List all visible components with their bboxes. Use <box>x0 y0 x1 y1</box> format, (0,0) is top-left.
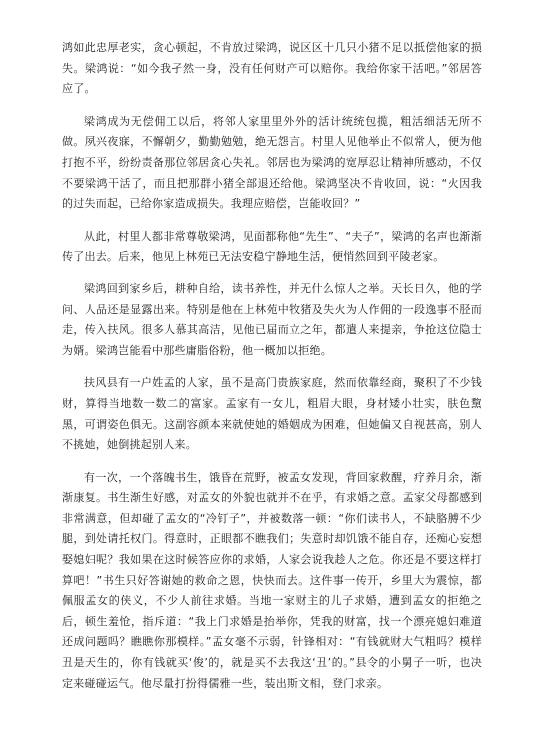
paragraph-unpaid-labor: 梁鸿成为无偿佣工以后，将邻人家里里外外的活计统统包揽，粗活细活无所不做。夙兴夜寐，不懈朝夕，勤勤勉勉，绝无怨言。村里人见他举止不似常人，便为他打抱不平，纷纷责备那位邻居贪心失礼。邻居也为梁鸿的宽厚忍让精神所感动，不仅不要梁鸿干活了，而且把那群小猪全部退还给他。梁鸿坚决不肯收回，说：“火因我的过失而起，已给你家造成损失。我理应赔偿，岂能收回？” <box>62 114 482 211</box>
paragraph-meng-family: 扶风县有一户姓孟的人家，虽不是高门贵族家庭，然而依靠经商，聚积了不少钱财，算得当地数一数二的富家。孟家有一女儿，粗眉大眼，身材矮小壮实，肤色黧黑，可谓姿色俱无。这副容颜本来就使她的婚姻成为困难，但她偏又自视甚高，别人不挑她，她倒挑起别人来。 <box>62 376 482 452</box>
paragraph-continuation: 鸿如此忠厚老实，贪心顿起，不肯放过梁鸿，说区区十几只小猪不足以抵偿他家的损失。梁鸿说：“如今我孑然一身，没有任何财产可以赔你。我给你家干活吧。”邻居答应了。 <box>62 41 482 96</box>
paragraph-respect: 从此，村里人都非常尊敬梁鸿，见面都称他“先生”、“夫子”，梁鸿的名声也渐渐传了出去。后来，他见上林苑已无法安稳宁静地生活，便悄然回到平陵老家。 <box>62 229 482 264</box>
paragraph-return-home: 梁鸿回到家乡后，耕种自给，读书养性，并无什么惊人之举。天长日久，他的学问、人品还是显露出来。特别是他在上林苑中牧猪及失火为人作佣的一段逸事不胫而走，传入扶风。很多人慕其高洁，见他已届而立之年，都遣人来提亲，争抢这位隐士为婿。梁鸿岂能看中那些庸脂俗粉，他一概加以拒绝。 <box>62 281 482 357</box>
paragraph-suitors: 有一次，一个落魄书生，饿昏在荒野，被孟女发现，背回家救醒，疗养月余，渐渐康复。书生渐生好感，对孟女的外貌也就并不在乎，有求婚之意。孟家父母都感到非常满意，但却碰了孟女的“冷钉子”，并被数落一顿：“你们读书人，不缺胳膊不少腿，到处请托权门。得意时，正眼都不瞧我们；失意时却饥饿不能自存，还痴心妄想娶媳妇呢？我如果在这时候答应你的求婚，人家会说我趁人之危。你还是不要这样打算吧！”书生只好答谢她的救命之恩，快快而去。这件事一传开，乡里大为震惊，都佩服孟女的侠义，不少人前往求婚。当地一家财主的儿子求婚，遭到孟女的拒绝之后，顿生羞怆，指斥道：“我上门求婚是抬举你，凭我的财富，找一个漂亮媳妇难道还成问题吗？瞧瞧你那模样。”孟女毫不示弱，针锋相对：“有钱就财大气粗吗？模样丑是天生的，你有钱就买‘俊’的，就是买不去我这‘丑’的。”县令的小舅子一听，也决定来碰碰运气。他尽量打扮得儒雅一些，装出斯文相，登门求亲。 <box>62 470 482 690</box>
